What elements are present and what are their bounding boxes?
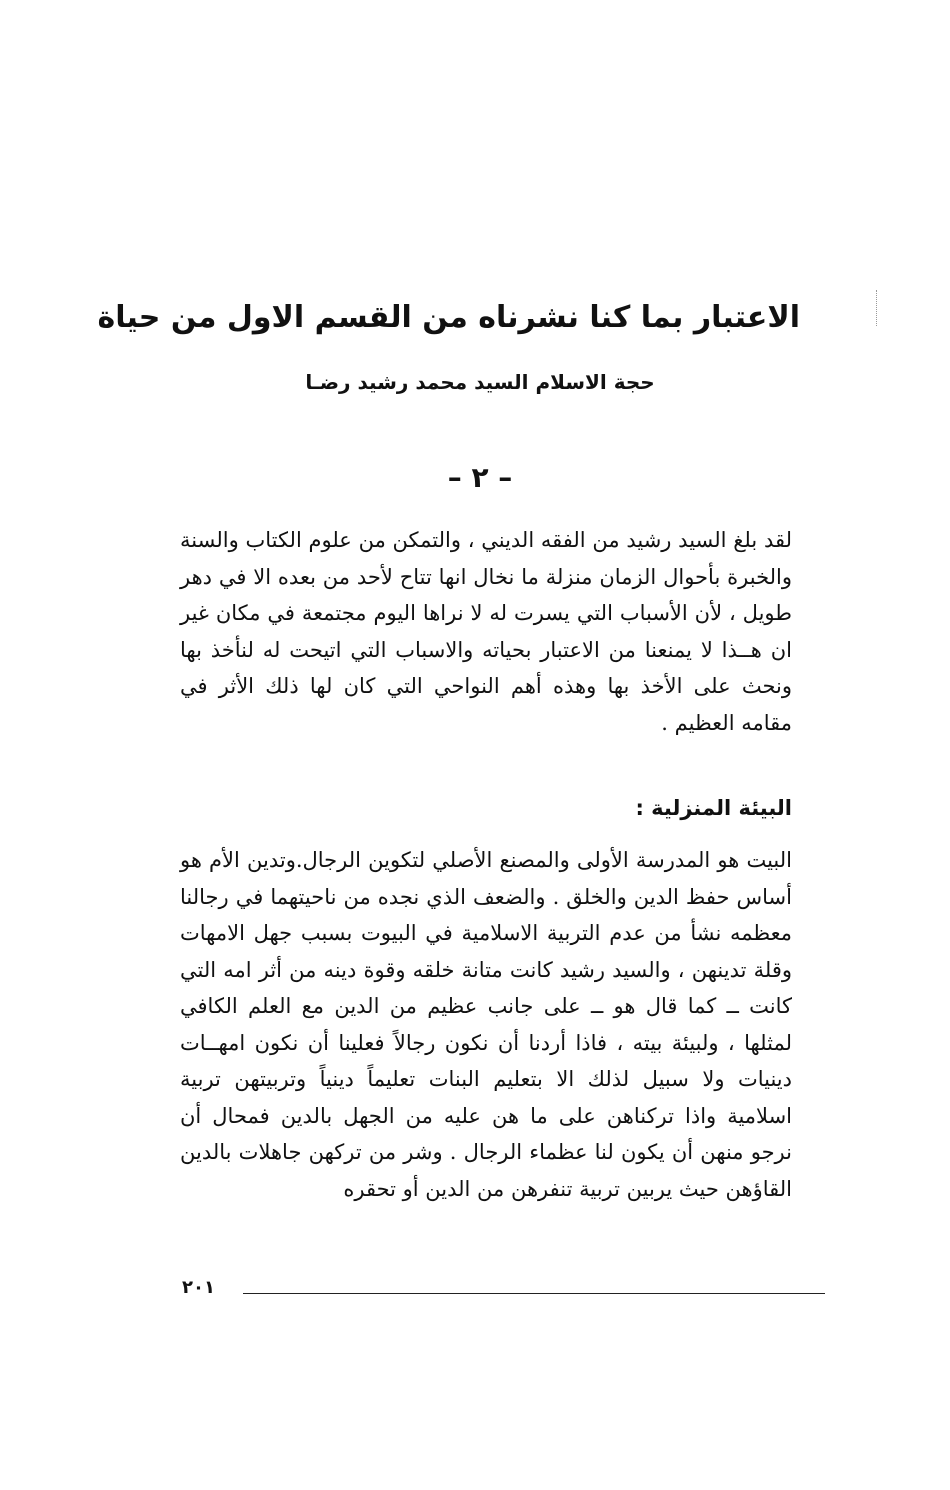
part-number: – ٢ – [447,461,513,494]
margin-mark [876,290,877,326]
page-number: ٢٠١ [182,1277,215,1298]
article-title: الاعتبار بما كنا نشرناه من القسم الاول من حياة [97,300,800,335]
intro-paragraph: لقد بلغ السيد رشيد من الفقه الديني ، والتمكن من علوم الكتاب والسنة والخبرة بأحوال الزمان منزلة ما نخال انها تتاح لأحد من بعده الا في دهر طويل ، لأن الأسباب التي يسرت له لا نراها اليوم مجتمعة في مكان غير ان هــذا لا يمنعنا من الاعتبار بحياته والاسباب التي اتيحت له لنأخذ بها ونحث على الأخذ بها وهذه أهم النواحي التي كان لها ذلك الأثر في مقامه العظيم . [180,528,792,735]
footer-rule [243,1293,825,1294]
article-author: حجة الاسلام السيد محمد رشيد رضـا [305,370,655,394]
section-heading: البيئة المنزلية : [635,796,792,820]
section-paragraph: البيت هو المدرسة الأولى والمصنع الأصلي لتكوين الرجال.وتدين الأم هو أساس حفظ الدين والخلق . والضعف الذي نجده من ناحيتهما في رجالنا معظمه نشأ من عدم التربية الاسلامية في البيوت بسبب جهل الامهات وقلة تدينهن ، والسيد رشيد كانت متانة خلقه وقوة دينه من أثر امه التي كانت ــ كما قال هو ــ على جانب عظيم من الدين مع العلم الكافي لمثلها ، ولبيئة بيته ، فاذا أردنا أن نكون رجالاً فعلينا أن نكون امهــات دينيات ولا سبيل لذلك الا بتعليم البنات تعليماً دينياً وتربيتهن تربية اسلامية واذا تركناهن على ما هن عليه من الجهل بالدين فمحال أن نرجو منهن أن يكون لنا عظماء الرجال . وشر من تركهن جاهلات بالدين القاؤهن حيث يربين تربية تنفرهن من الدين أو تحقره [180,848,792,1201]
